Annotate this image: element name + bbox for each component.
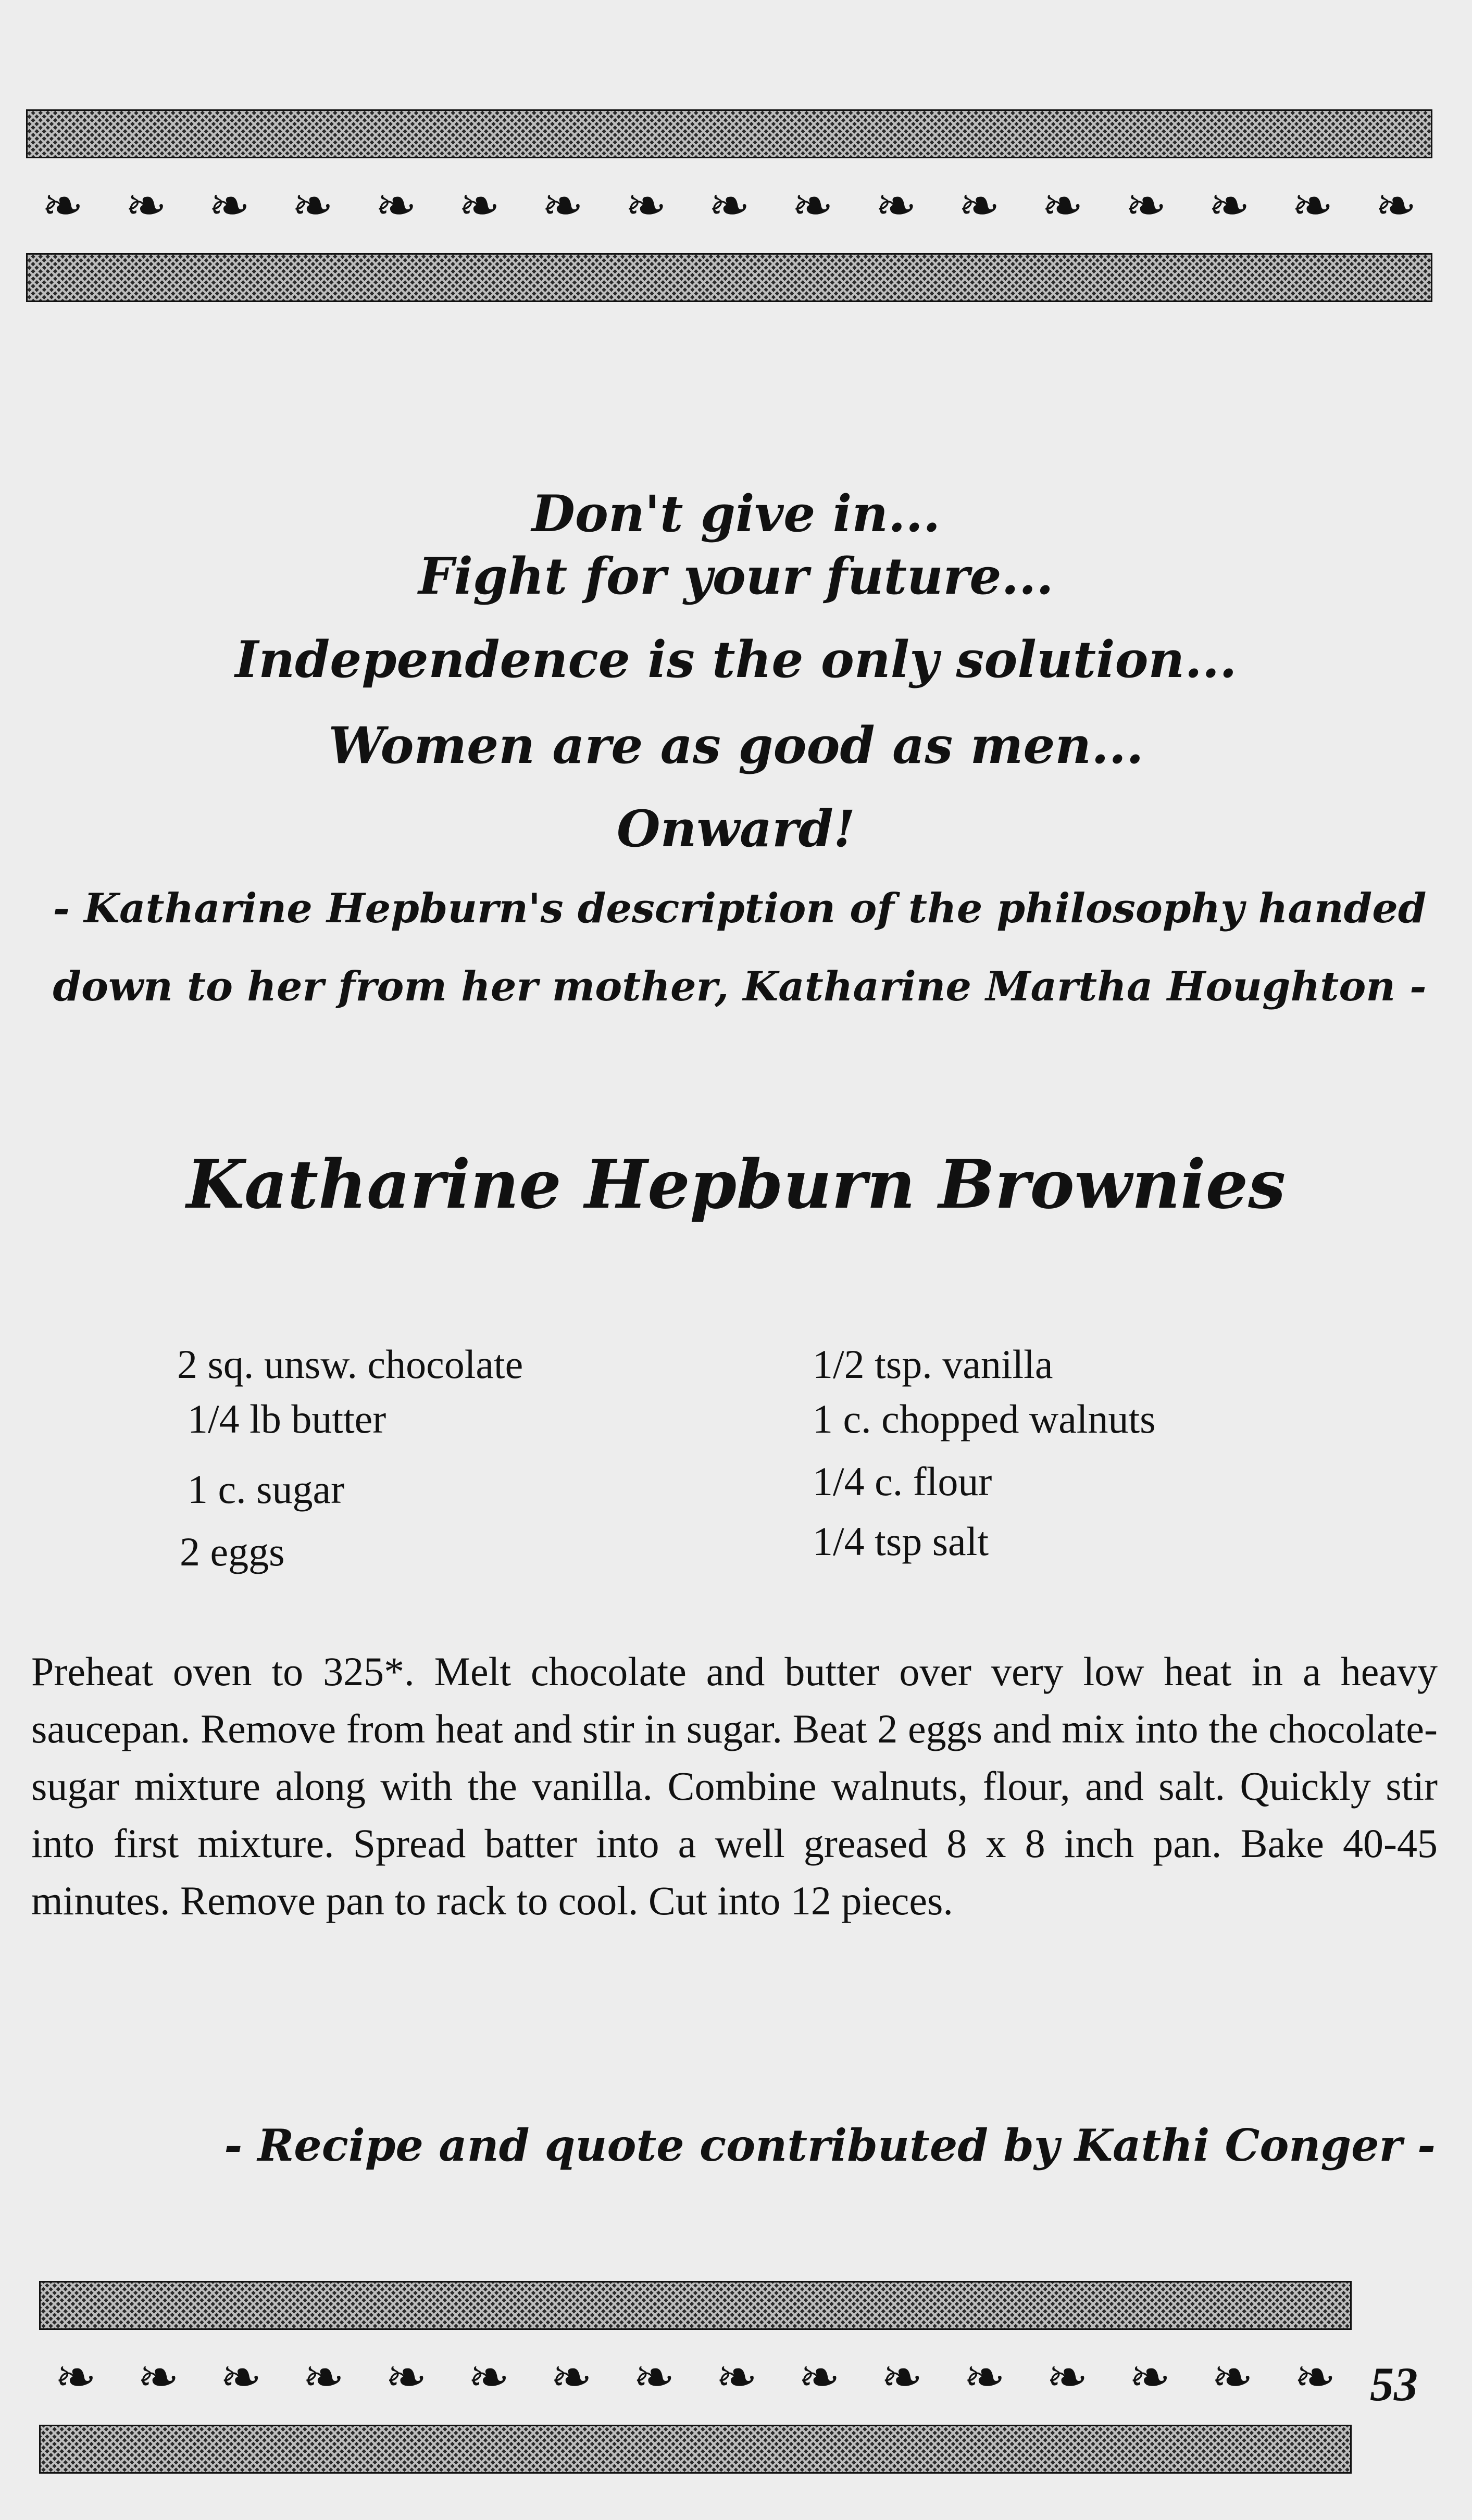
bottom-border-stripe [39, 2281, 1352, 2330]
fleuron-ornament-icon: ❧ [963, 2350, 1006, 2405]
top-border-stripe [26, 253, 1432, 302]
top-border-stripe [26, 109, 1432, 158]
fleuron-ornament-icon: ❧ [1211, 2350, 1254, 2405]
ingredient-item: 1 c. chopped walnuts [813, 1396, 1156, 1441]
recipe-credit: - Recipe and quote contributed by Kathi Conger - [224, 2120, 1436, 2171]
fleuron-ornament-icon: ❧ [137, 2350, 180, 2405]
bottom-decorative-border [39, 2281, 1352, 2474]
fleuron-ornament-icon: ❧ [124, 178, 167, 234]
ingredient-item: 1 c. sugar [188, 1466, 345, 1512]
ingredient-item: 2 sq. unsw. chocolate [177, 1342, 523, 1387]
fleuron-ornament-icon: ❧ [881, 2350, 923, 2405]
fleuron-ornament-icon: ❧ [875, 178, 917, 234]
ingredients-list [0, 1341, 1472, 1612]
fleuron-ornament-icon: ❧ [458, 178, 501, 234]
ingredient-item: 1/2 tsp. vanilla [813, 1342, 1053, 1387]
bottom-border-stripe [39, 2425, 1352, 2474]
fleuron-ornament-icon: ❧ [958, 178, 1001, 234]
ingredient-item: 2 eggs [180, 1529, 285, 1574]
bottom-ornament-row [39, 2330, 1352, 2425]
page-number: 53 [1370, 2358, 1418, 2411]
ingredient-item: 1/4 lb butter [188, 1396, 386, 1441]
fleuron-ornament-icon: ❧ [716, 2350, 758, 2405]
quote-line: Fight for your future... [418, 547, 1054, 606]
fleuron-ornament-icon: ❧ [42, 178, 84, 234]
fleuron-ornament-icon: ❧ [550, 2350, 593, 2405]
fleuron-ornament-icon: ❧ [1046, 2350, 1088, 2405]
fleuron-ornament-icon: ❧ [220, 2350, 262, 2405]
quote-line: Women are as good as men... [328, 716, 1144, 775]
quote-line: Onward! [616, 799, 856, 858]
quote-line: Don't give in... [531, 484, 941, 543]
fleuron-ornament-icon: ❧ [791, 178, 834, 234]
fleuron-ornament-icon: ❧ [291, 178, 334, 234]
fleuron-ornament-icon: ❧ [625, 178, 667, 234]
quote-line: Independence is the only solution... [235, 630, 1237, 689]
fleuron-ornament-icon: ❧ [375, 178, 417, 234]
fleuron-ornament-icon: ❧ [208, 178, 251, 234]
fleuron-ornament-icon: ❧ [1125, 178, 1167, 234]
fleuron-ornament-icon: ❧ [1208, 178, 1250, 234]
fleuron-ornament-icon: ❧ [798, 2350, 841, 2405]
fleuron-ornament-icon: ❧ [541, 178, 584, 234]
ingredient-item: 1/4 c. flour [813, 1459, 992, 1504]
top-ornament-row [26, 158, 1432, 253]
fleuron-ornament-icon: ❧ [468, 2350, 510, 2405]
fleuron-ornament-icon: ❧ [633, 2350, 675, 2405]
fleuron-ornament-icon: ❧ [1041, 178, 1084, 234]
fleuron-ornament-icon: ❧ [55, 2350, 97, 2405]
top-decorative-border [26, 109, 1432, 302]
recipe-method: Preheat oven to 325*. Melt chocolate and butter over very low heat in a heavy saucepan. Remove from heat and stir in sugar. Beat 2 eggs and mix into the chocolate-sugar mixture along with the vanilla. Combine walnuts, flour, and salt. Quickly stir into first mixture. Spread batter into a well greased 8 x 8 inch pan. Bake 40-45 minutes. Remove pan to rack to cool. Cut into 12 pieces. [31, 1649, 1438, 1923]
fleuron-ornament-icon: ❧ [708, 178, 751, 234]
fleuron-ornament-icon: ❧ [1294, 2350, 1336, 2405]
fleuron-ornament-icon: ❧ [1375, 178, 1417, 234]
fleuron-ornament-icon: ❧ [302, 2350, 345, 2405]
fleuron-ornament-icon: ❧ [1129, 2350, 1171, 2405]
recipe-title: Katharine Hepburn Brownies [186, 1146, 1286, 1224]
fleuron-ornament-icon: ❧ [385, 2350, 427, 2405]
ingredient-item: 1/4 tsp salt [813, 1519, 989, 1564]
quote-attribution: - Katharine Hepburn's description of the philosophy handed down to her from her mother, Katharine Martha Houghton - [53, 885, 1427, 1010]
fleuron-ornament-icon: ❧ [1291, 178, 1333, 234]
